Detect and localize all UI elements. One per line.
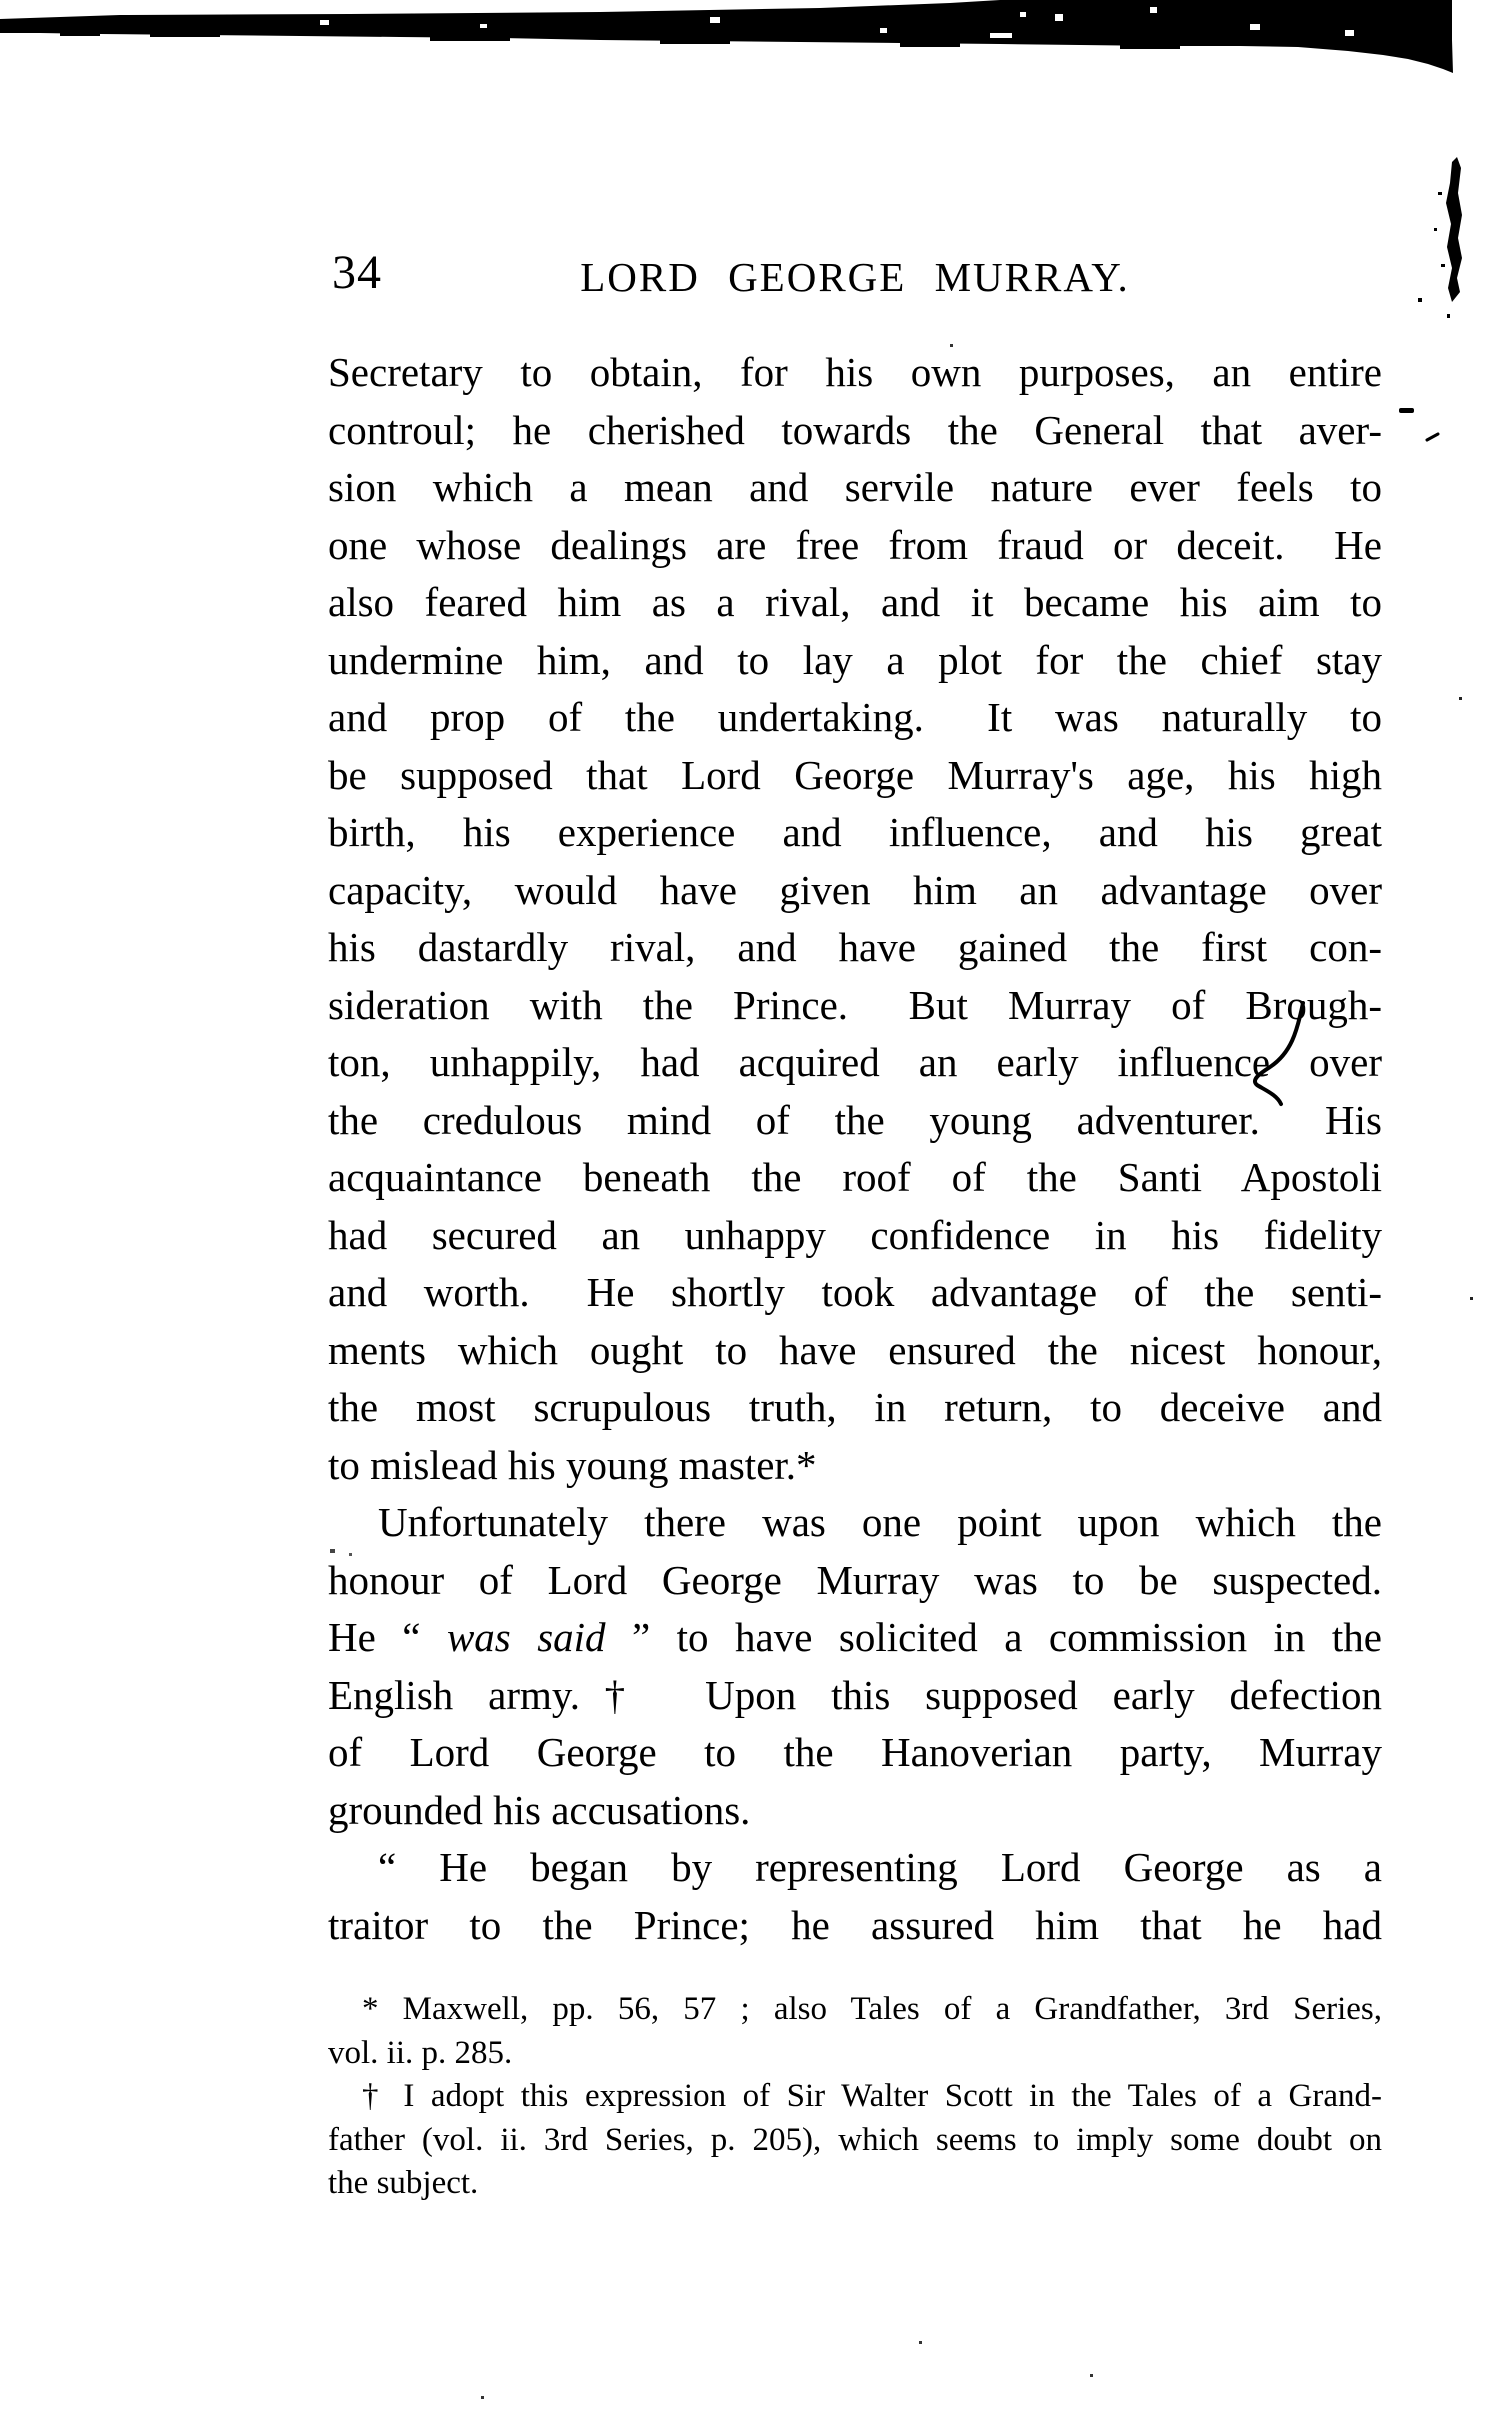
body-text-line: traitor to the Prince; he assured him that he had — [328, 1901, 1382, 1948]
footnote-line: vol. ii. p. 285. — [328, 2034, 513, 2071]
footnote-line: father (vol. ii. 3rd Series, p. 205), which seems to imply some doubt on — [328, 2121, 1382, 2158]
body-text-line: English army.† Upon this supposed early defection — [328, 1671, 1382, 1718]
body-text-line: honour of Lord George Murray was to be suspected. — [328, 1556, 1382, 1603]
footnote-line: * Maxwell, pp. 56, 57 ; also Tales of a Grandfather, 3rd Series, — [362, 1991, 1382, 2027]
body-text-line: the credulous mind of the young adventurer. His — [328, 1096, 1382, 1143]
body-text-line: one whose dealings are free from fraud or deceit. He — [328, 521, 1382, 568]
body-text-line: to mislead his young master.* — [328, 1441, 817, 1488]
body-text-line: ments which ought to have ensured the nicest honour, — [328, 1326, 1382, 1373]
body-text-line: had secured an unhappy confidence in his fidelity — [328, 1211, 1382, 1258]
body-text-line: also feared him as a rival, and it became his aim to — [328, 579, 1382, 625]
body-text-line: controul; he cherished towards the General that aver- — [328, 406, 1382, 453]
body-text-line: be supposed that Lord George Murray's age, his high — [328, 751, 1382, 798]
body-text-line: of Lord George to the Hanoverian party, Murray — [328, 1729, 1382, 1775]
running-header: LORD GEORGE MURRAY. — [580, 254, 1130, 300]
body-text-line: his dastardly rival, and have gained the first con- — [328, 924, 1382, 970]
footnote-line: † I adopt this expression of Sir Walter Scott in the Tales of a Grand- — [362, 2078, 1382, 2114]
body-text-line: and prop of the undertaking. It was naturally to — [328, 694, 1382, 740]
body-text-line: and worth. He shortly took advantage of the senti- — [328, 1269, 1382, 1315]
body-text-line: “ He began by representing Lord George as a — [378, 1844, 1382, 1890]
body-text-line: ton, unhappily, had acquired an early influence over — [328, 1039, 1382, 1085]
page-number: 34 — [332, 246, 382, 299]
footnote-line: the subject. — [328, 2165, 479, 2201]
body-text-line: acquaintance beneath the roof of the Santi Apostoli — [328, 1154, 1382, 1200]
body-text-line: sideration with the Prince. But Murray of Brough- — [328, 981, 1382, 1028]
body-text-line: Unfortunately there was one point upon which the — [378, 1499, 1382, 1545]
body-text-line: birth, his experience and influence, and his great — [328, 809, 1382, 855]
body-text-line: Secretary to obtain, for his own purposes, an entire — [328, 349, 1382, 395]
body-text-line: He “ was said ” to have solicited a commission in the — [328, 1614, 1382, 1660]
body-text-line: undermine him, and to lay a plot for the chief stay — [328, 636, 1382, 683]
body-text-line: grounded his accusations. — [328, 1786, 751, 1833]
body-text-line: the most scrupulous truth, in return, to deceive and — [328, 1384, 1382, 1430]
body-text-line: sion which a mean and servile nature ever feels to — [328, 464, 1382, 510]
body-text-line: capacity, would have given him an advantage over — [328, 866, 1382, 913]
